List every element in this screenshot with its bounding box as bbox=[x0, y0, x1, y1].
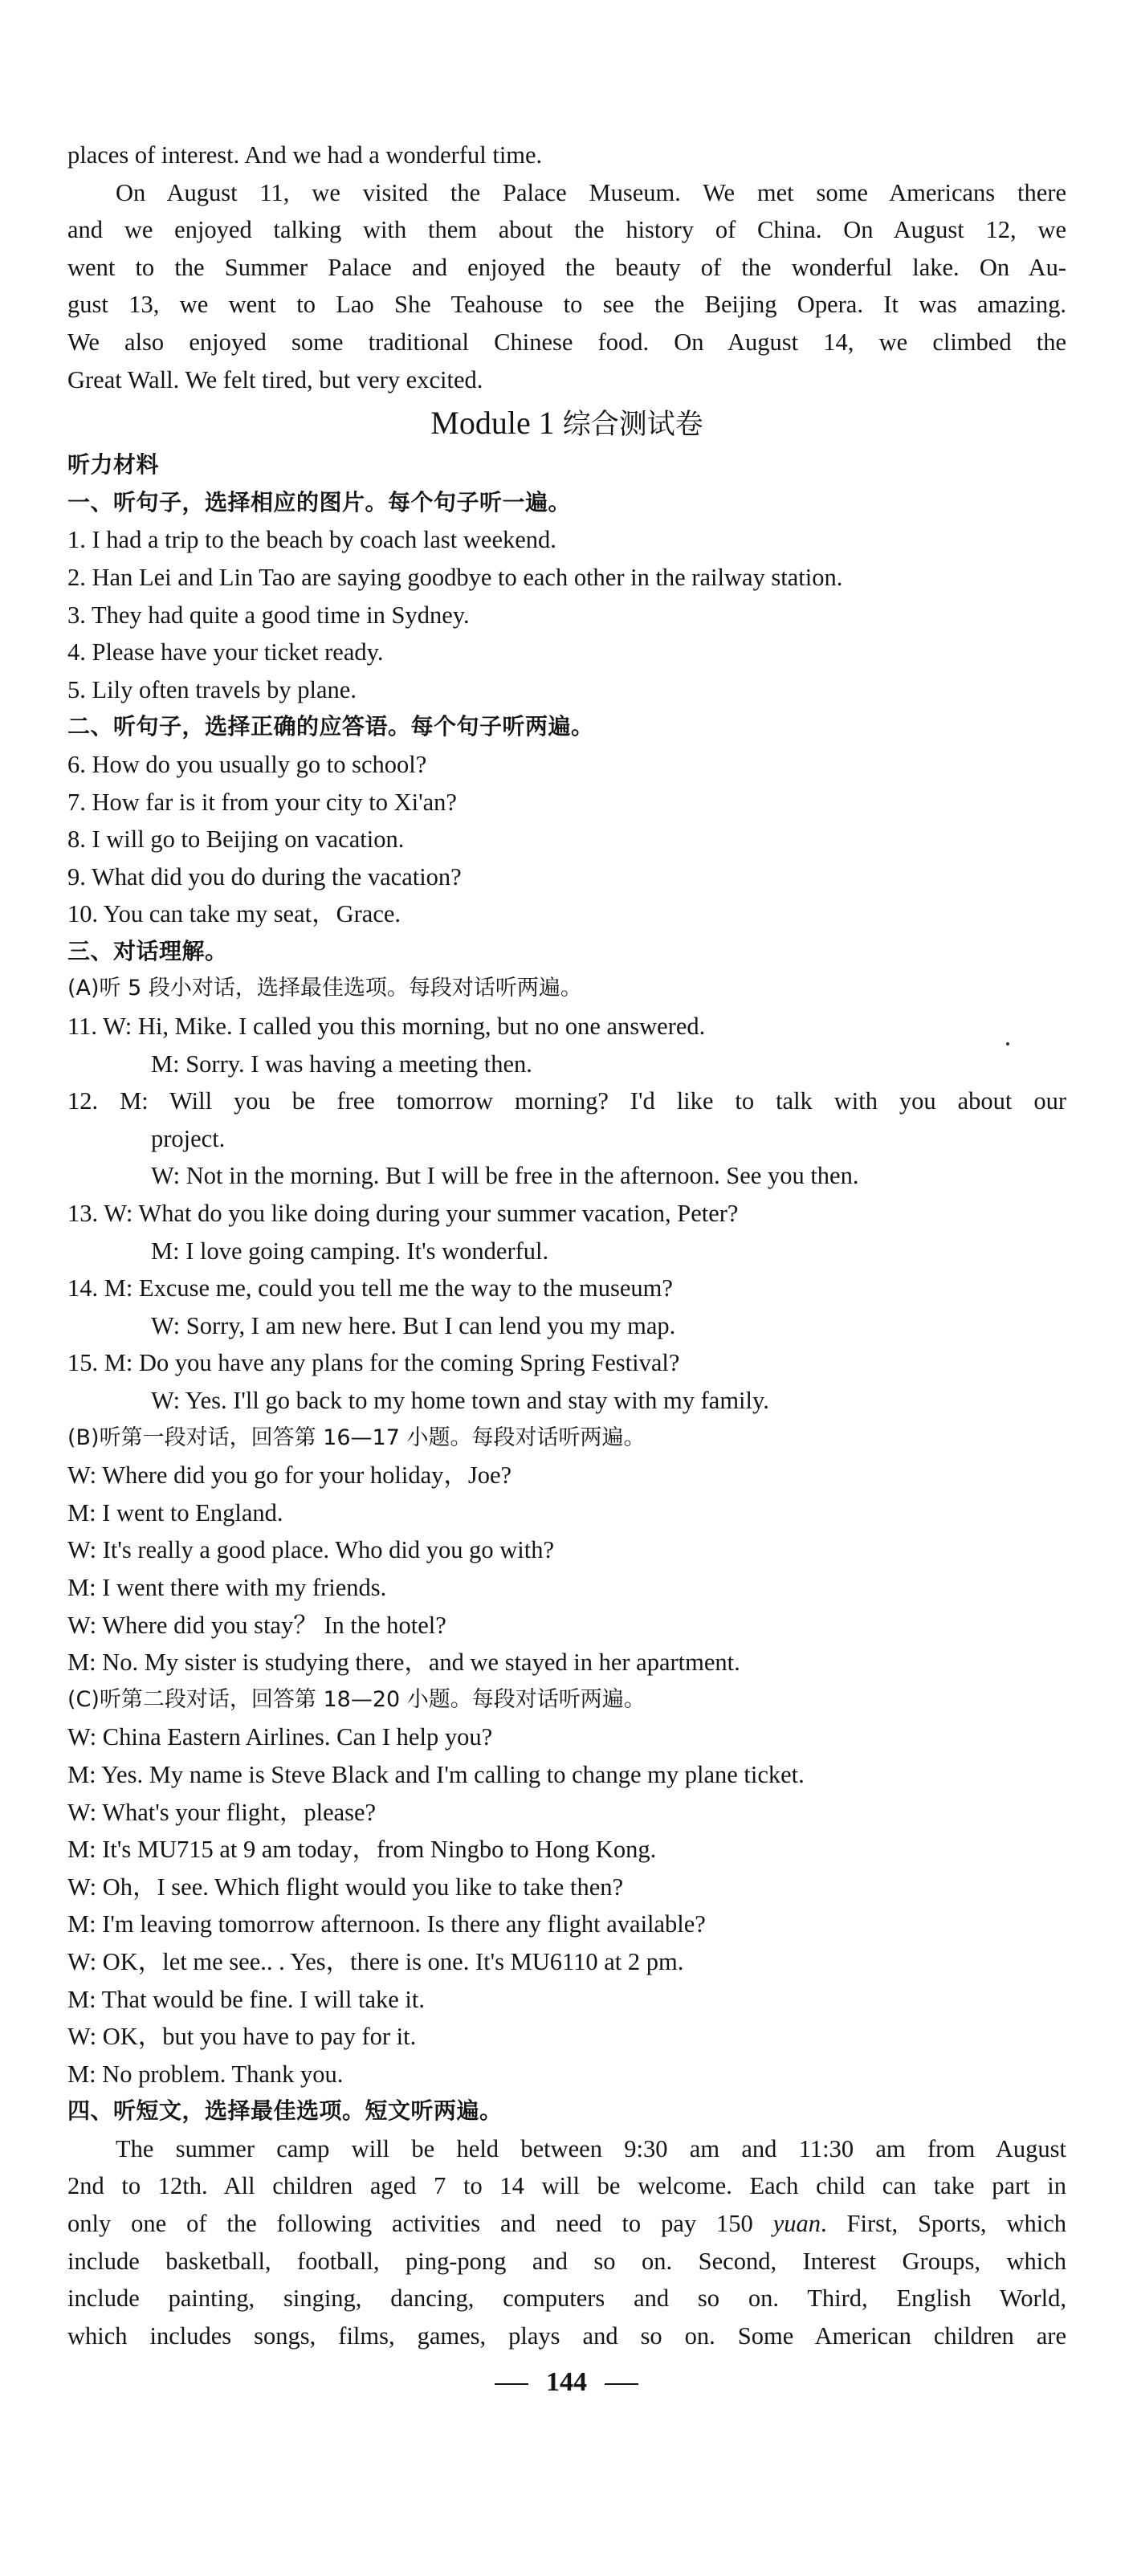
dialogue-line: W: OK，let me see.. . Yes，there is one. It's MU6110 at 2 pm. bbox=[67, 1947, 684, 1975]
dialogue-line: W: Where did you go for your holiday，Joe? bbox=[67, 1461, 512, 1490]
passage-line: include painting, singing, dancing, computers and so on. Third, English World, bbox=[67, 2285, 1066, 2313]
part2-item: 9. What did you do during the vacation? bbox=[67, 862, 462, 891]
part1-item: 3. They had quite a good time in Sydney. bbox=[67, 601, 470, 629]
part1-item: 4. Please have your ticket ready. bbox=[67, 638, 384, 666]
part2-item: 7. How far is it from your city to Xi'an? bbox=[67, 788, 457, 816]
intro-line: On August 11, we visited the Palace Museum. We met some Americans there bbox=[116, 178, 1066, 206]
intro-line: went to the Summer Palace and enjoyed the beauty of the wonderful lake. On Au- bbox=[67, 253, 1066, 281]
dialogue-line: M: I went to England. bbox=[67, 1498, 283, 1526]
speck-mark bbox=[1006, 1042, 1009, 1045]
dialogue-line: W: Where did you stay？ In the hotel? bbox=[67, 1611, 446, 1639]
currency-word: yuan bbox=[772, 2210, 821, 2238]
dialogue-line: M: Yes. My name is Steve Black and I'm calling to change my plane ticket. bbox=[67, 1760, 805, 1788]
dialogue-line: M: No problem. Thank you. bbox=[67, 2060, 344, 2088]
dialogue-line: W: Not in the morning. But I will be free in the afternoon. See you then. bbox=[151, 1162, 859, 1190]
section-b-label: (B)听第一段对话，回答第 16—17 小题。每段对话听两遍。 bbox=[67, 1425, 646, 1450]
passage-line: which includes songs, films, games, plays and so on. Some American children are bbox=[67, 2321, 1066, 2350]
dialogue-line: M: I went there with my friends. bbox=[67, 1573, 387, 1601]
intro-line: and we enjoyed talking with them about the history of China. On August 12, we bbox=[67, 216, 1066, 244]
dialogue-line: M: I love going camping. It's wonderful. bbox=[151, 1237, 549, 1265]
dialogue-line: 14. M: Excuse me, could you tell me the way to the museum? bbox=[67, 1274, 673, 1302]
dialogue-line: M: No. My sister is studying there，and we stayed in her apartment. bbox=[67, 1649, 740, 1677]
dialogue-line: project. bbox=[151, 1124, 226, 1152]
dialogue-line: 11. W: Hi, Mike. I called you this morning, but no one answered. bbox=[67, 1013, 706, 1041]
passage-line: The summer camp will be held between 9:30 am and 11:30 am from August bbox=[116, 2134, 1066, 2162]
part2-item: 6. How do you usually go to school? bbox=[67, 750, 427, 778]
module-title-cn: 综合测试卷 bbox=[562, 409, 703, 442]
passage-line: 2nd to 12th. All children aged 7 to 14 will be welcome. Each child can take part in bbox=[67, 2172, 1066, 2200]
part1-item: 2. Han Lei and Lin Tao are saying goodbye to each other in the railway station. bbox=[67, 563, 843, 591]
intro-line: We also enjoyed some traditional Chinese food. On August 14, we climbed the bbox=[67, 328, 1066, 356]
dialogue-line: M: That would be fine. I will take it. bbox=[67, 1985, 425, 2013]
part2-heading: 二、听句子，选择正确的应答语。每个句子听两遍。 bbox=[67, 713, 594, 740]
dialogue-line: W: Sorry, I am new here. But I can lend you my map. bbox=[151, 1311, 676, 1339]
part1-item: 1. I had a trip to the beach by coach last weekend. bbox=[67, 526, 556, 554]
module-title-en: Module 1 bbox=[430, 405, 555, 442]
dialogue-line: W: China Eastern Airlines. Can I help you? bbox=[67, 1723, 493, 1751]
section-a-label: (A)听 5 段小对话，选择最佳选项。每段对话听两遍。 bbox=[67, 976, 582, 1001]
dialogue-line: W: What's your flight，please? bbox=[67, 1798, 377, 1826]
intro-line: gust 13, we went to Lao She Teahouse to see the Beijing Opera. It was amazing. bbox=[67, 291, 1066, 319]
part2-item: 8. I will go to Beijing on vacation. bbox=[67, 825, 405, 854]
intro-line: Great Wall. We felt tired, but very excited. bbox=[67, 365, 483, 393]
dialogue-line: 15. M: Do you have any plans for the coming Spring Festival? bbox=[67, 1349, 680, 1377]
dialogue-line: W: It's really a good place. Who did you go with? bbox=[67, 1536, 555, 1564]
part4-heading: 四、听短文，选择最佳选项。短文听两遍。 bbox=[67, 2097, 503, 2125]
dialogue-line: 13. W: What do you like doing during your summer vacation, Peter? bbox=[67, 1200, 739, 1228]
dialogue-line: W: OK，but you have to pay for it. bbox=[67, 2023, 417, 2051]
intro-line: places of interest. And we had a wonderful time. bbox=[67, 141, 543, 169]
footer-dash-right bbox=[605, 2383, 638, 2385]
passage-line: only one of the following activities and need to pay 150 yuan. First, Sports, which bbox=[67, 2210, 1066, 2238]
page-footer bbox=[0, 2367, 1133, 2398]
dialogue-line: W: Yes. I'll go back to my home town and stay with my family. bbox=[151, 1387, 769, 1414]
part3-heading: 三、对话理解。 bbox=[67, 937, 228, 964]
material-heading: 听力材料 bbox=[67, 451, 160, 479]
dialogue-line: M: It's MU715 at 9 am today，from Ningbo to Hong Kong. bbox=[67, 1836, 657, 1864]
dialogue-line: M: I'm leaving tomorrow afternoon. Is there any flight available? bbox=[67, 1910, 706, 1938]
document-page bbox=[67, 137, 1066, 2354]
module-title bbox=[67, 400, 1066, 446]
part2-item: 10. You can take my seat，Grace. bbox=[67, 900, 401, 928]
footer-dash-left bbox=[495, 2383, 528, 2385]
dialogue-line: 12. M: Will you be free tomorrow morning? I'd like to talk with you about our bbox=[67, 1087, 1066, 1115]
page-number: 144 bbox=[546, 2367, 587, 2397]
dialogue-line: M: Sorry. I was having a meeting then. bbox=[151, 1050, 532, 1078]
passage-line: include basketball, football, ping-pong and so on. Second, Interest Groups, which bbox=[67, 2247, 1066, 2275]
section-c-label: (C)听第二段对话，回答第 18—20 小题。每段对话听两遍。 bbox=[67, 1686, 646, 1712]
part1-item: 5. Lily often travels by plane. bbox=[67, 675, 357, 703]
dialogue-line: W: Oh，I see. Which flight would you like to take then? bbox=[67, 1873, 624, 1901]
part1-heading: 一、听句子，选择相应的图片。每个句子听一遍。 bbox=[67, 488, 572, 516]
